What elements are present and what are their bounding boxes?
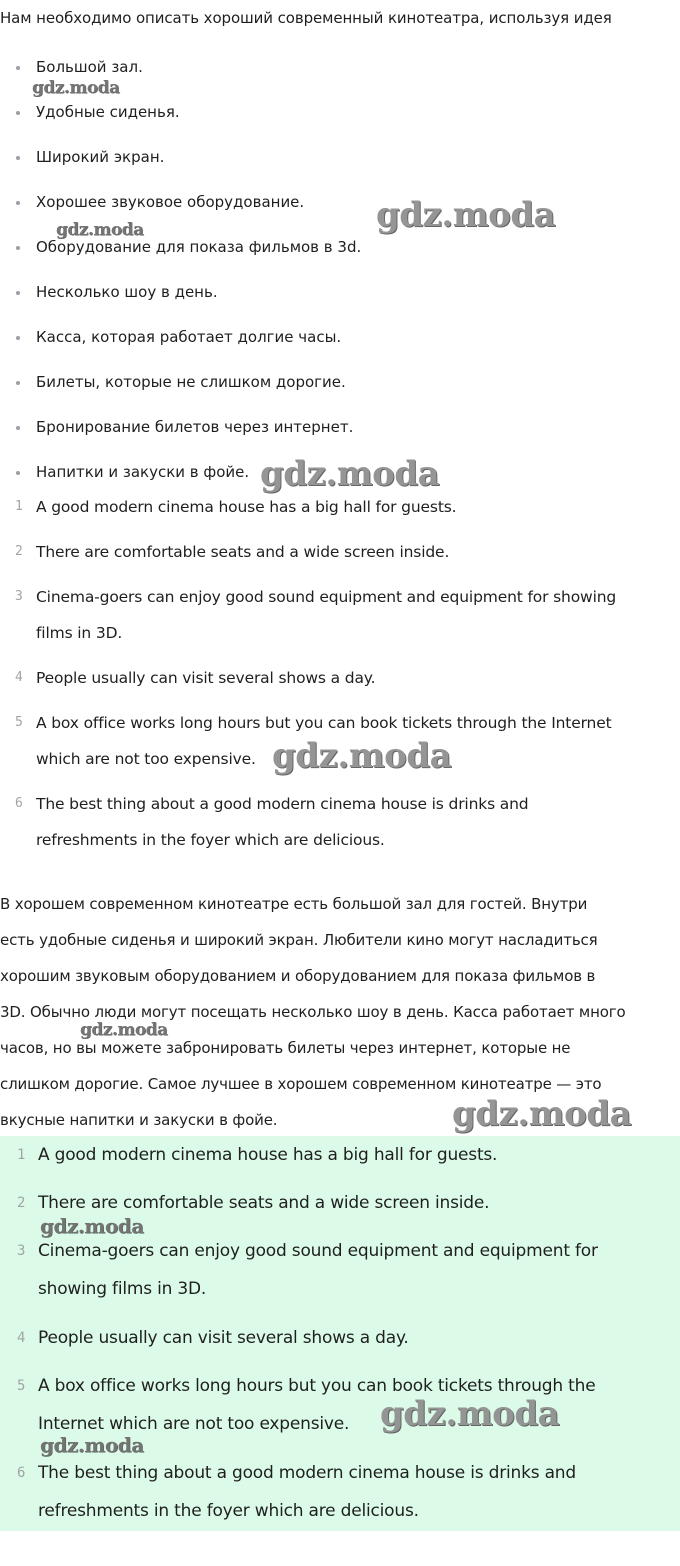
text-line: A good modern cinema house has a big hall for guests.: [36, 498, 457, 516]
item-number: 2: [17, 1195, 26, 1211]
text-line: A box office works long hours but you can book tickets through the Internet: [36, 714, 612, 732]
paragraph-line: есть удобные сиденья и широкий экран. Любители кино могут насладиться: [0, 931, 598, 949]
text-line: showing films in 3D.: [38, 1279, 207, 1299]
text-line: There are comfortable seats and a wide screen inside.: [36, 543, 450, 561]
bullet-dot-icon: [16, 66, 20, 70]
text-line: films in 3D.: [36, 624, 123, 642]
watermark-logo: gdz.moda: [260, 454, 440, 494]
text-line: Cinema-goers can enjoy good sound equipment and equipment for showing: [36, 588, 617, 606]
list-item-text: Несколько шоу в день.: [36, 283, 218, 301]
item-number: 6: [17, 1465, 26, 1481]
paragraph-line: вкусные напитки и закуски в фойе.: [0, 1111, 278, 1129]
bullet-dot-icon: [16, 201, 20, 205]
list-item-text: Хорошее звуковое оборудование.: [36, 193, 305, 211]
watermark-logo: gdz.moda: [40, 1433, 144, 1457]
item-number: 1: [17, 1147, 26, 1163]
numbered-item-text: [36, 534, 666, 570]
watermark-logo: gdz.moda: [380, 1394, 560, 1434]
list-item-text: Касса, которая работает долгие часы.: [36, 328, 342, 346]
watermark-logo: gdz.moda: [80, 1020, 168, 1040]
bullet-dot-icon: [16, 246, 20, 250]
text-line: A good modern cinema house has a big hall for guests.: [38, 1145, 498, 1165]
watermark-logo: gdz.moda: [376, 195, 556, 235]
paragraph-line: часов, но вы можете забронировать билеты через интернет, которые не: [0, 1039, 571, 1057]
intro-text: Нам необходимо описать хороший современный кинотеатра, используя идея: [0, 9, 612, 27]
text-line: refreshments in the foyer which are delicious.: [38, 1501, 419, 1521]
list-item-text: Напитки и закуски в фойе.: [36, 463, 250, 481]
numbered-item-text: [38, 1136, 668, 1174]
watermark-logo: gdz.moda: [452, 1094, 632, 1134]
numbered-item-text: [38, 1454, 668, 1530]
list-item-text: Бронирование билетов через интернет.: [36, 418, 354, 436]
list-item-text: Большой зал.: [36, 58, 143, 76]
item-number: 2: [15, 544, 23, 559]
list-item-text: Билеты, которые не слишком дорогие.: [36, 373, 346, 391]
paragraph-line: В хорошем современном кинотеатре есть большой зал для гостей. Внутри: [0, 895, 588, 913]
bullet-dot-icon: [16, 291, 20, 295]
numbered-item-text: [38, 1232, 668, 1308]
bullet-dot-icon: [16, 156, 20, 160]
item-number: 1: [15, 499, 23, 514]
text-line: People usually can visit several shows a day.: [38, 1328, 409, 1348]
paragraph-line: слишком дорогие. Самое лучшее в хорошем современном кинотеатре — это: [0, 1075, 602, 1093]
bullet-dot-icon: [16, 336, 20, 340]
item-number: 5: [17, 1378, 26, 1394]
text-line: People usually can visit several shows a day.: [36, 669, 376, 687]
numbered-item-text: [38, 1367, 668, 1443]
item-number: 3: [15, 589, 23, 604]
item-number: 4: [17, 1330, 26, 1346]
answer-highlight-block: [0, 1136, 680, 1531]
text-line: refreshments in the foyer which are delicious.: [36, 831, 385, 849]
text-line: Internet which are not too expensive.: [38, 1414, 350, 1434]
bullet-dot-icon: [16, 111, 20, 115]
numbered-item-text: [36, 660, 666, 696]
numbered-item-text: [36, 579, 666, 651]
paragraph-line: хорошим звуковым оборудованием и оборудованием для показа фильмов в: [0, 967, 596, 985]
list-item-text: Удобные сиденья.: [36, 103, 180, 121]
numbered-item-text: [36, 786, 666, 858]
text-line: which are not too expensive.: [36, 750, 256, 768]
bullet-dot-icon: [16, 426, 20, 430]
watermark-logo: gdz.moda: [40, 1214, 144, 1238]
numbered-item-text: [38, 1319, 668, 1357]
paragraph-line: 3D. Обычно люди могут посещать несколько шоу в день. Касса работает много: [0, 1003, 626, 1021]
text-line: Cinema-goers can enjoy good sound equipment and equipment for: [38, 1241, 598, 1261]
bullet-dot-icon: [16, 381, 20, 385]
watermark-logo: gdz.moda: [56, 220, 144, 240]
numbered-item-text: [36, 489, 666, 525]
list-item-text: Широкий экран.: [36, 148, 165, 166]
text-line: The best thing about a good modern cinema house is drinks and: [36, 795, 529, 813]
text-line: A box office works long hours but you can book tickets through the: [38, 1376, 596, 1396]
item-number: 5: [15, 715, 23, 730]
text-line: The best thing about a good modern cinema house is drinks and: [38, 1463, 576, 1483]
watermark-logo: gdz.moda: [272, 736, 452, 776]
item-number: 4: [15, 670, 23, 685]
list-item-text: Оборудование для показа фильмов в 3d.: [36, 238, 362, 256]
text-line: There are comfortable seats and a wide screen inside.: [38, 1193, 490, 1213]
item-number: 6: [15, 796, 23, 811]
watermark-logo: gdz.moda: [32, 78, 120, 98]
item-number: 3: [17, 1243, 26, 1259]
bullet-dot-icon: [16, 471, 20, 475]
